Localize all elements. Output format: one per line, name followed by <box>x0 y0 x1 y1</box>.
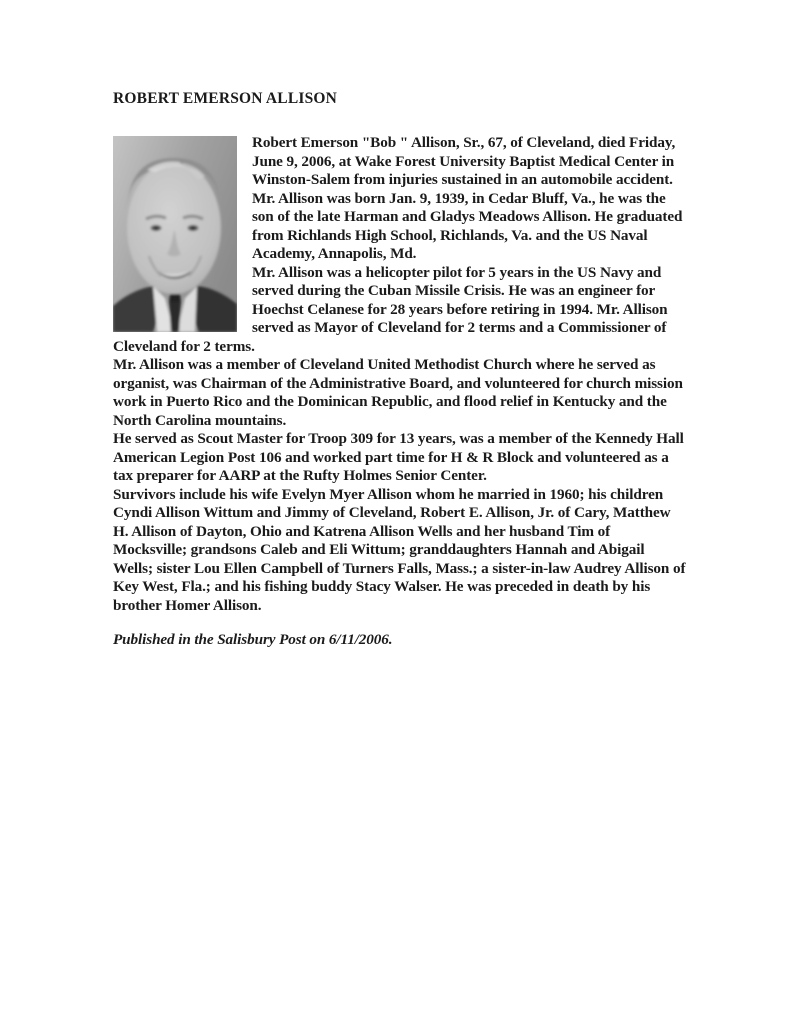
obituary-paragraph-5: He served as Scout Master for Troop 309 for 13 years, was a member of the Kennedy Hall American Legion Post 106 and worked part time for H & R Block and volunteered as a tax preparer for AARP at the Rufty Holmes Senior Center. <box>113 430 684 484</box>
obituary-paragraph-4: Mr. Allison was a member of Cleveland United Methodist Church where he served as organist, was Chairman of the Administrative Board, and volunteered for church mission work in Puerto Rico and the Dominican Republic, and flood relief in Kentucky and the North Carolina mountains. <box>113 356 683 429</box>
portrait-photo-image <box>113 136 237 332</box>
obituary-paragraph-6: Survivors include his wife Evelyn Myer Allison whom he married in 1960; his children Cyndi Allison Wittum and Jimmy of Cleveland, Robert E. Allison, Jr. of Cary, Matthew H. Allison of Dayton, Ohio and Katrena Allison Wells and her husband Tim of Mocksville; grandsons Caleb and Eli Wittum; granddaughters Hannah and Abigail Wells; sister Lou Ellen Campbell of Turners Falls, Mass.; a sister-in-law Audrey Allison of Key West, Fla.; and his fishing buddy Stacy Walser. He was preceded in death by his brother Homer Allison. <box>113 485 686 614</box>
obituary-content <box>113 90 686 649</box>
portrait-photo <box>113 136 237 332</box>
publication-note: Published in the Salisbury Post on 6/11/2006. <box>113 631 393 648</box>
obituary-paragraph-3: Mr. Allison was a helicopter pilot for 5 years in the US Navy and served during the Cuban Missile Crisis. He was an engineer for Hoechst Celanese for 28 years before retiring in 1994. Mr. Allison served as Mayor of Cleveland for 2 terms and a Commissioner of Cleveland for 2 terms. <box>113 263 668 355</box>
obituary-body <box>113 134 686 615</box>
obituary-paragraph-2: Mr. Allison was born Jan. 9, 1939, in Cedar Bluff, Va., he was the son of the late Harman and Gladys Meadows Allison. He graduated from Richlands High School, Richlands, Va. and the US Naval Academy, Annapolis, Md. <box>252 189 683 262</box>
obituary-paragraph-1: Robert Emerson "Bob " Allison, Sr., 67, of Cleveland, died Friday, June 9, 2006, at Wake Forest University Baptist Medical Center in Winston-Salem from injuries sustained in an automobile accident. <box>252 134 676 188</box>
page-title: ROBERT EMERSON ALLISON <box>113 90 338 107</box>
